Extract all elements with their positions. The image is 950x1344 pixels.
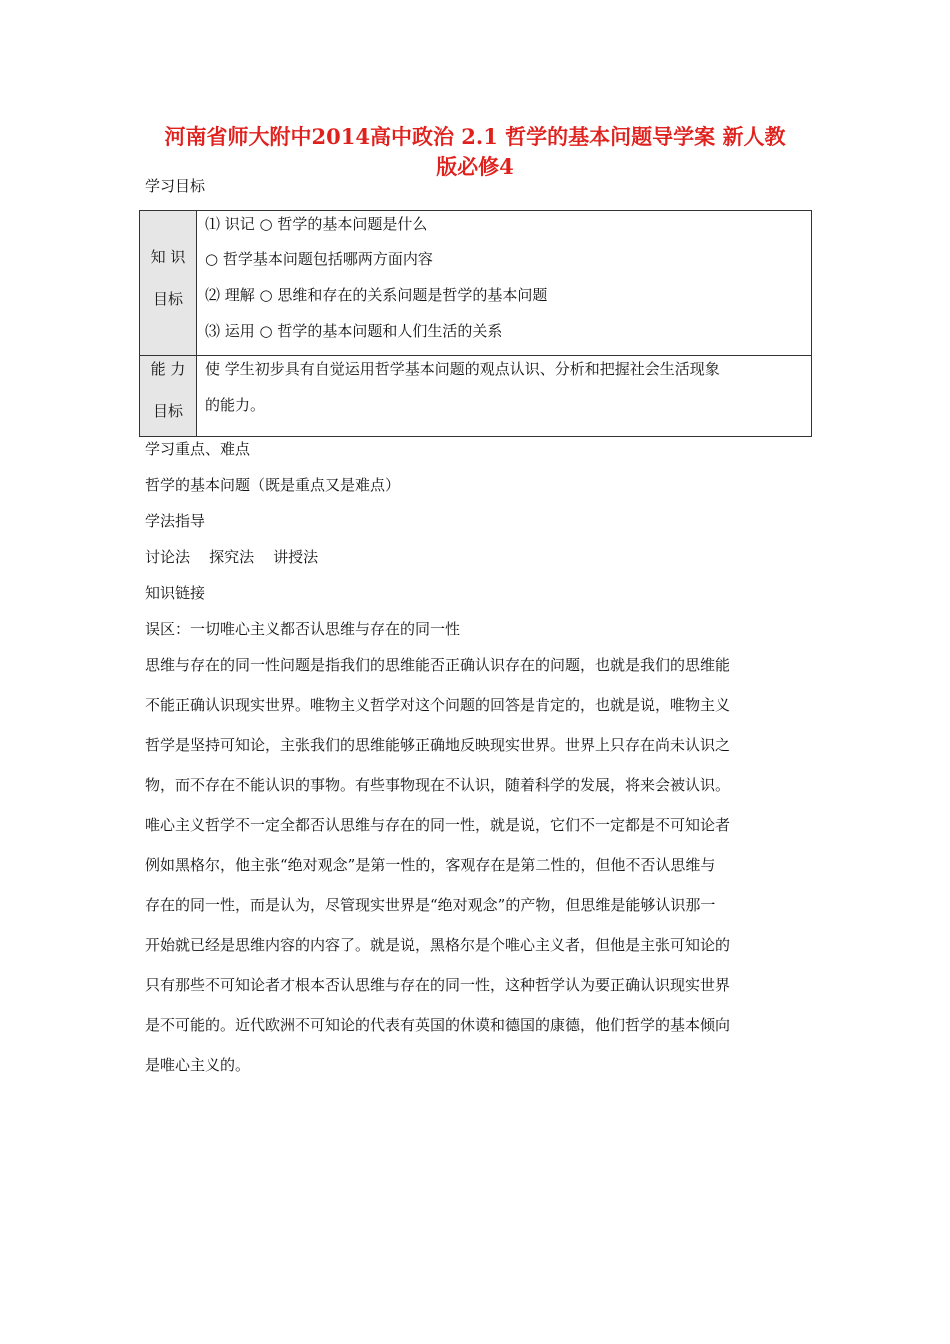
body-line: 只有那些不可知论者才根本否认思维与存在的同一性，这种哲学认为要正确认识现实世界 xyxy=(145,976,731,994)
section-heading-knowledge-link: 知识链接 xyxy=(145,584,206,602)
ability-label-cell xyxy=(140,356,197,437)
document-title xyxy=(130,122,820,182)
ability-line: 的能力。 xyxy=(205,396,266,414)
body-line: 唯心主义哲学不一定全都否认思维与存在的同一性，就是说，它们不一定都是不可知论者 xyxy=(145,816,731,834)
ability-label-bottom: 目标 xyxy=(152,402,183,420)
body-line: 思维与存在的同一性问题是指我们的思维能否正确认识存在的问题，也就是我们的思维能 xyxy=(145,656,731,674)
body-line: 哲学是坚持可知论，主张我们的思维能够正确地反映现实世界。世界上只存在尚未认识之 xyxy=(145,736,731,754)
misconception-text: 误区：一切唯心主义都否认思维与存在的同一性 xyxy=(145,620,461,638)
section-heading-key-points: 学习重点、难点 xyxy=(145,440,251,458)
body-line: 不能正确认识现实世界。唯物主义哲学对这个问题的回答是肯定的，也就是说，唯物主义 xyxy=(145,696,731,714)
knowledge-line: ○ 哲学基本问题包括哪两方面内容 xyxy=(205,250,433,268)
section-heading-study-method: 学法指导 xyxy=(145,512,206,530)
knowledge-content-cell xyxy=(197,211,812,356)
ability-row xyxy=(140,356,812,437)
title-line-2: 版必修4 xyxy=(436,154,514,179)
knowledge-label-bottom: 目标 xyxy=(152,290,183,308)
knowledge-label-cell xyxy=(140,211,197,356)
ability-label-top: 能 力 xyxy=(150,360,186,378)
objectives-table xyxy=(139,210,812,437)
study-method-text: 讨论法 探究法 讲授法 xyxy=(145,548,319,566)
knowledge-line: ⑵ 理解 ○ 思维和存在的关系问题是哲学的基本问题 xyxy=(205,286,548,304)
body-line: 物，而不存在不能认识的事物。有些事物现在不认识，随着科学的发展，将来会被认识。 xyxy=(145,776,731,794)
body-line: 开始就已经是思维内容的内容了。就是说，黑格尔是个唯心主义者，但他是主张可知论的 xyxy=(145,936,731,954)
body-line: 例如黑格尔，他主张“绝对观念”是第一性的，客观存在是第二性的，但他不否认思维与 xyxy=(145,856,716,874)
body-line: 是唯心主义的。 xyxy=(145,1056,251,1074)
knowledge-row xyxy=(140,211,812,356)
title-line-1: 河南省师大附中2014高中政治 2.1 哲学的基本问题导学案 新人教 xyxy=(164,124,786,149)
ability-line: 使 学生初步具有自觉运用哲学基本问题的观点认识、分析和把握社会生活现象 xyxy=(205,360,720,378)
knowledge-line: ⑶ 运用 ○ 哲学的基本问题和人们生活的关系 xyxy=(205,322,503,340)
section-heading-objectives: 学习目标 xyxy=(145,177,206,195)
knowledge-line: ⑴ 识记 ○ 哲学的基本问题是什么 xyxy=(205,215,428,233)
knowledge-label-top: 知 识 xyxy=(150,248,186,266)
key-points-text: 哲学的基本问题（既是重点又是难点） xyxy=(145,476,401,494)
body-line: 是不可能的。近代欧洲不可知论的代表有英国的休谟和德国的康德，他们哲学的基本倾向 xyxy=(145,1016,731,1034)
ability-content-cell xyxy=(197,356,812,437)
body-line: 存在的同一性，而是认为，尽管现实世界是“绝对观念”的产物，但思维是能够认识那一 xyxy=(145,896,716,914)
